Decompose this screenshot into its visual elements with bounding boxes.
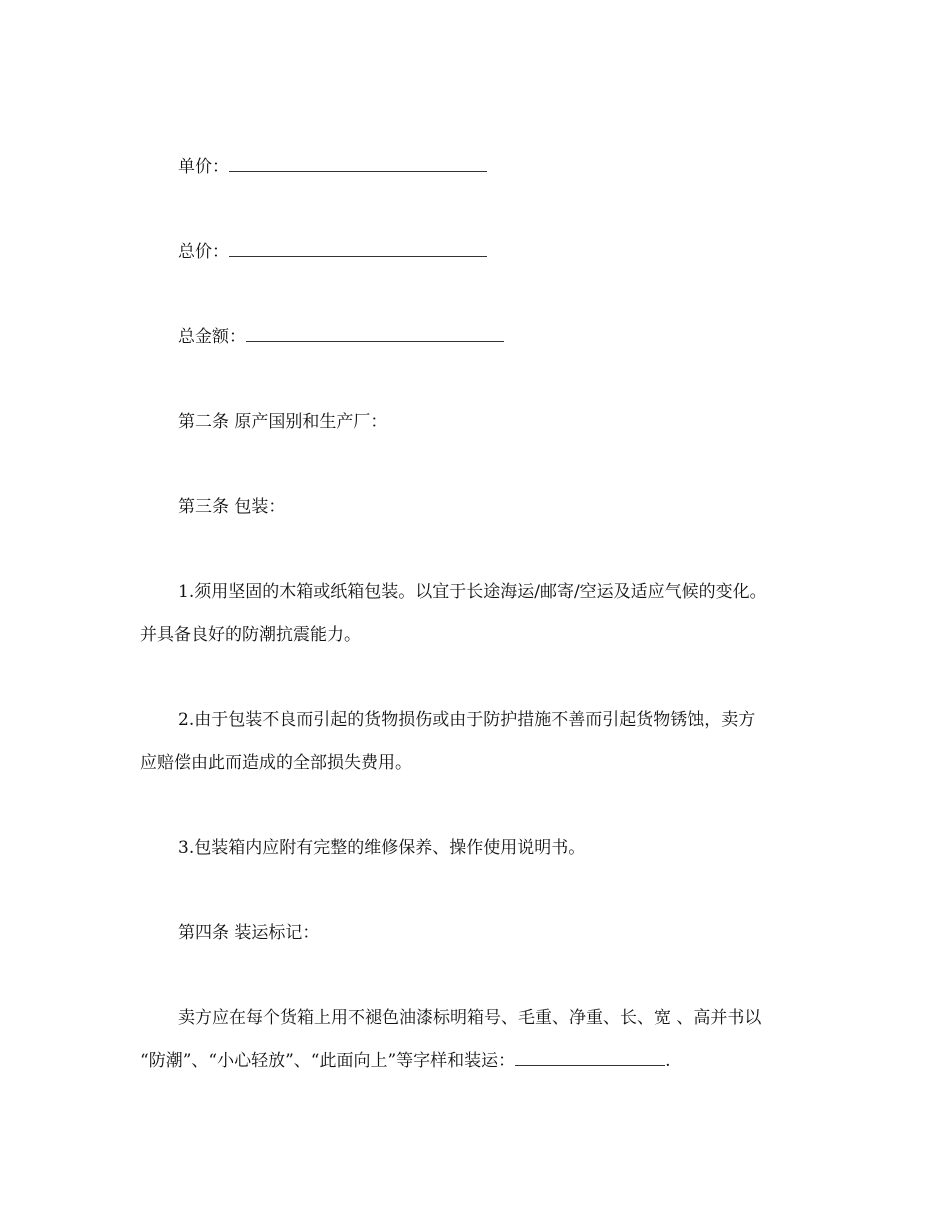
unit-price-label: 单价： [178, 157, 229, 177]
total-price-blank [229, 242, 487, 257]
total-price-label: 总价： [178, 242, 229, 262]
shipping-mark-line-2 [140, 1050, 820, 1072]
shipping-mark-period: . [665, 1051, 671, 1071]
total-amount-blank [246, 327, 504, 342]
unit-price-row [140, 156, 820, 178]
article-2-heading: 第二条 原产国别和生产厂： [178, 412, 388, 432]
packaging-item-2-line-2: 应赔偿由此而造成的全部损失费用。 [140, 753, 412, 773]
packaging-item-3: 3.包装箱内应附有完整的维修保养、操作使用说明书。 [178, 838, 586, 858]
article-3-heading: 第三条 包装： [178, 497, 286, 517]
packaging-item-1-line-2: 并具备良好的防潮抗震能力。 [140, 625, 361, 645]
shipping-mark-blank [515, 1051, 665, 1066]
packaging-item-2-line-1: 2.由于包装不良而引起的货物损伤或由于防护措施不善而引起货物锈蚀，卖方 [178, 710, 756, 730]
unit-price-blank [229, 157, 487, 172]
shipping-mark-line-1: 卖方应在每个货箱上用不褪色油漆标明箱号、毛重、净重、长、宽 、高并书以 [178, 1008, 762, 1028]
packaging-item-1-line-1: 1.须用坚固的木箱或纸箱包装。以宜于长途海运/邮寄/空运及适应气候的变化。 [178, 582, 767, 602]
article-4-heading: 第四条 装运标记： [178, 923, 320, 943]
total-amount-row [140, 326, 820, 348]
total-amount-label: 总金额： [178, 327, 246, 347]
total-price-row [140, 241, 820, 263]
shipping-mark-line-2-text: “防潮”、“小心轻放”、“此面向上”等字样和装运： [140, 1051, 516, 1071]
